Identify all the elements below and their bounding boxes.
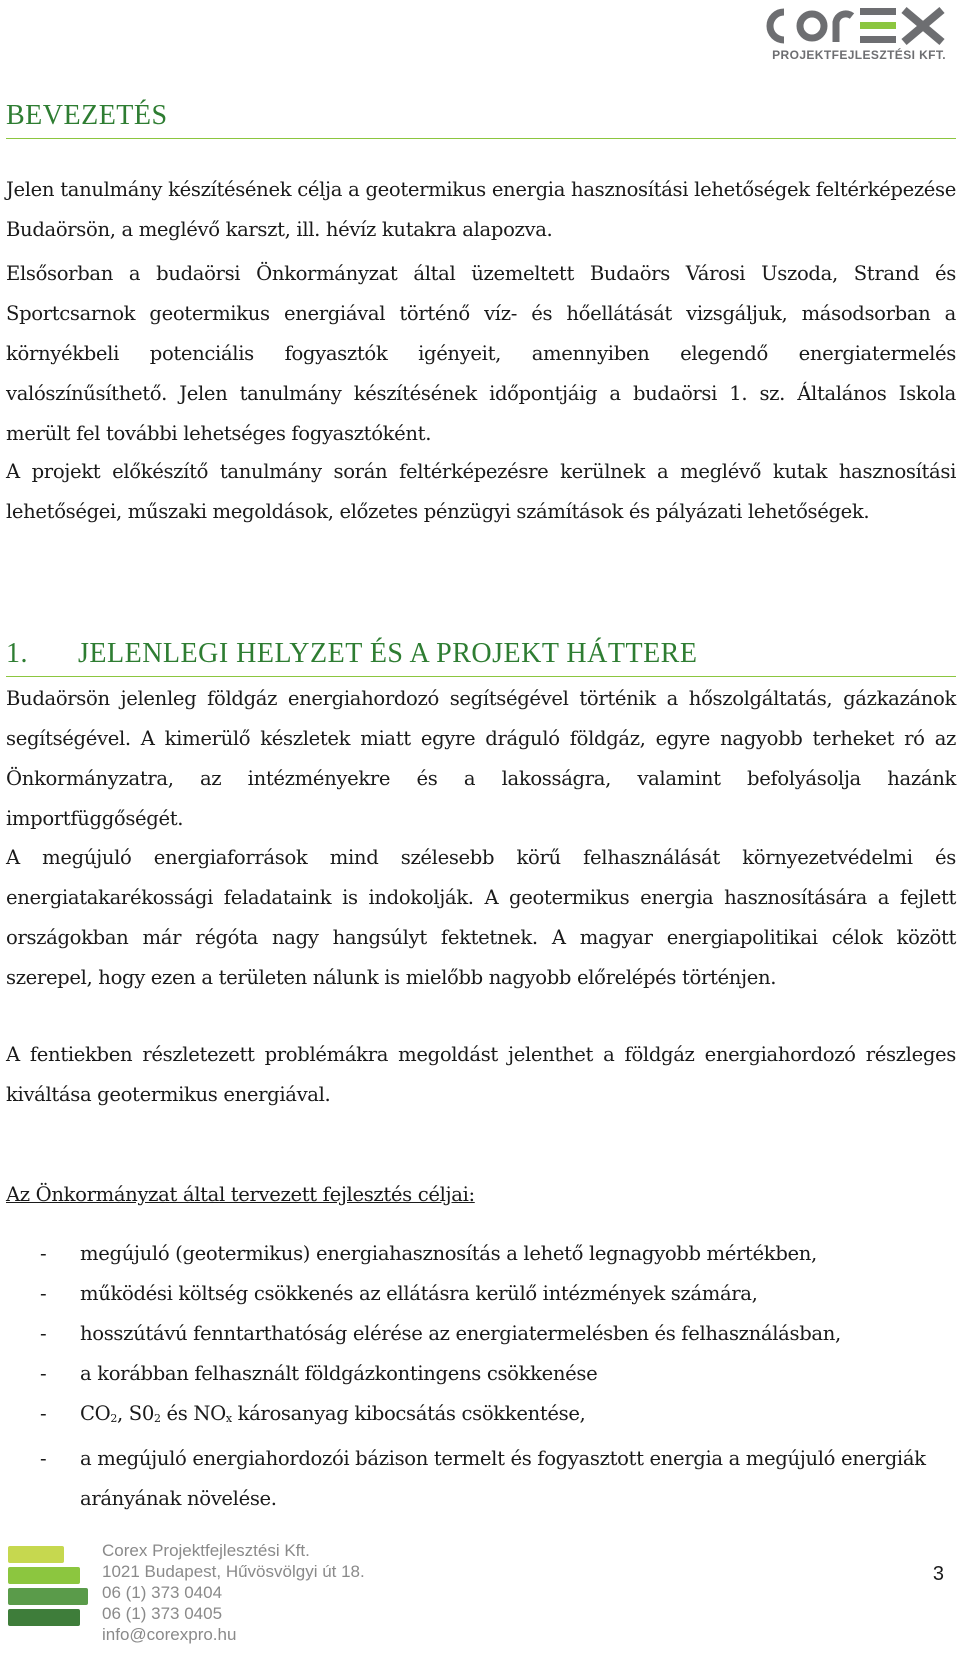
footer-bar-2 bbox=[8, 1567, 80, 1584]
intro-paragraph-3: A projekt előkészítő tanulmány során feltérképezésre kerülnek a meglévő kutak hasznosítási lehetőségei, műszaki megoldások, előzetes pénzügyi számítások és pályázati lehetőségek. bbox=[6, 460, 956, 523]
list-item bbox=[6, 1234, 956, 1274]
no-text: és NO bbox=[160, 1402, 226, 1425]
so-subscript: 2 bbox=[153, 1412, 161, 1425]
footer-bar-3 bbox=[8, 1588, 88, 1605]
logo-subtitle: PROJEKTFEJLESZTÉSI KFT. bbox=[772, 48, 946, 62]
footer-email[interactable]: info@corexpro.hu bbox=[102, 1625, 237, 1644]
section-1-paragraph-2: A megújuló energiaforrások mind szélesebb körű felhasználását környezetvédelmi és energiatakarékossági feladataink is indokolják. A geotermikus energia hasznosítására a fejlett országokban már régóta nagy hangsúlyt fektetnek. A magyar energiapolitikai célok között szerepel, hogy ezen a területen nálunk is mielőbb nagyobb előrelépés történjen. bbox=[6, 846, 956, 989]
section-1-number: 1. bbox=[6, 638, 28, 669]
goals-title: Az Önkormányzat által tervezett fejlesztés céljai: bbox=[6, 1183, 475, 1206]
list-item bbox=[6, 1354, 956, 1394]
list-item bbox=[6, 1274, 956, 1314]
list-item bbox=[6, 1439, 956, 1519]
co-text: CO bbox=[80, 1402, 111, 1425]
footer-contact bbox=[102, 1540, 365, 1645]
footer-phone-1: 06 (1) 373 0404 bbox=[102, 1583, 223, 1602]
intro-paragraph-1: Jelen tanulmány készítésének célja a geotermikus energia hasznosítási lehetőségek feltérképezése Budaörsön, a meglévő karszt, ill. hévíz kutakra alapozva. bbox=[6, 178, 956, 241]
list-item-text: megújuló (geotermikus) energiahasznosítás a lehető legnagyobb mértékben, bbox=[80, 1242, 817, 1265]
intro-paragraph-2: Elsősorban a budaörsi Önkormányzat által üzemeltett Budaörs Városi Uszoda, Strand és Sportcsarnok geotermikus energiával történő víz- és hőellátását vizsgáljuk, másodsorban a környékbeli potenciális fogyasztók igényeit, amennyiben elegendő energiatermelés valószínűsíthető. Jelen tanulmány készítésének időpontjáig a budaörsi 1. sz. Általános Iskola merült fel további lehetséges fogyasztóként. bbox=[6, 262, 956, 445]
section-1-heading bbox=[6, 638, 956, 677]
list-dash: - bbox=[40, 1322, 47, 1345]
list-item-text: működési költség csökkenés az ellátásra kerülő intézmények számára, bbox=[80, 1282, 758, 1305]
so-text: , S0 bbox=[117, 1402, 154, 1425]
footer-bar-4 bbox=[8, 1609, 80, 1626]
section-1-title: JELENLEGI HELYZET ÉS A PROJEKT HÁTTERE bbox=[78, 638, 698, 669]
footer-company: Corex Projektfejlesztési Kft. bbox=[102, 1541, 310, 1560]
emissions-text bbox=[80, 1402, 585, 1425]
section-1-paragraph-3: A fentiekben részletezett problémákra megoldást jelenthet a földgáz energiahordozó részleges kiváltása geotermikus energiával. bbox=[6, 1043, 956, 1106]
footer-bar-1 bbox=[8, 1546, 64, 1563]
list-dash: - bbox=[40, 1402, 47, 1425]
footer-logo-bars bbox=[8, 1546, 88, 1630]
list-item bbox=[6, 1394, 956, 1439]
footer-phone-2: 06 (1) 373 0405 bbox=[102, 1604, 223, 1623]
list-item bbox=[6, 1314, 956, 1354]
intro-heading: BEVEZETÉS bbox=[6, 100, 956, 139]
list-item-text: a korábban felhasznált földgázkontingens csökkenése bbox=[80, 1362, 598, 1385]
emissions-rest-text: károsanyag kibocsátás csökkentése, bbox=[231, 1402, 586, 1425]
no-subscript: x bbox=[225, 1412, 232, 1425]
goals-list bbox=[6, 1234, 956, 1519]
corex-logo bbox=[752, 2, 952, 66]
section-1-paragraph-1: Budaörsön jelenleg földgáz energiahordozó segítségével történik a hőszolgáltatás, gázkazánok segítségével. A kimerülő készletek miatt egyre dráguló földgáz, egyre nagyobb terheket ró az Önkormányzatra, az intézményekre és a lakosságra, valamint befolyásolja hazánk importfüggőségét. bbox=[6, 687, 956, 830]
list-dash: - bbox=[40, 1282, 47, 1305]
list-dash: - bbox=[40, 1242, 47, 1265]
co-subscript: 2 bbox=[110, 1412, 118, 1425]
page-number: 3 bbox=[932, 1563, 944, 1585]
list-dash: - bbox=[40, 1362, 47, 1385]
corex-logo-mark bbox=[752, 2, 952, 50]
list-item-text: a megújuló energiahordozói bázison termelt és fogyasztott energia a megújuló energiák arányának növelése. bbox=[80, 1447, 926, 1510]
list-item-text: hosszútávú fenntarthatóság elérése az energiatermelésben és felhasználásban, bbox=[80, 1322, 841, 1345]
footer-address: 1021 Budapest, Hűvösvölgyi út 18. bbox=[102, 1562, 365, 1581]
list-dash: - bbox=[40, 1447, 47, 1470]
